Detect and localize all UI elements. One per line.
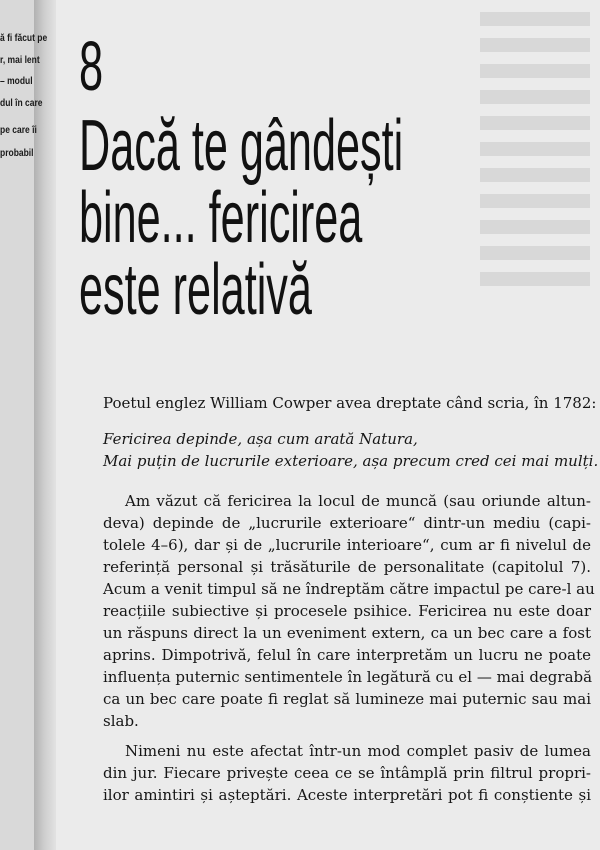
paragraph-line: ca un bec care poate fi reglat să lumineze mai puternic sau mai <box>103 690 591 708</box>
paragraph-line: referință personal și trăsăturile de personalitate (capitolul 7). <box>103 558 591 576</box>
previous-page-edge <box>0 0 48 850</box>
prev-page-line: r, mai lent <box>0 55 40 66</box>
paragraph-line: tolele 4–6), dar și de „lucrurile interioare“, cum ar fi nivelul de <box>103 536 591 554</box>
paragraph-line: deva) depinde de „lucrurile exterioare“ dintr-un mediu (capi- <box>103 514 591 532</box>
quote-line: Fericirea depinde, așa cum arată Natura, <box>103 430 418 448</box>
chapter-title-line: Dacă te gândești <box>79 106 404 186</box>
paragraph-line: ilor amintiri și așteptări. Aceste interpretări pot fi conștiente și <box>103 786 591 804</box>
paragraph-line: din jur. Fiecare privește ceea ce se întâmplă prin filtrul propri- <box>103 764 591 782</box>
poem-quote <box>103 428 599 472</box>
prev-page-line: dul în care <box>0 98 43 109</box>
prev-page-line: pe care îi <box>0 125 37 136</box>
chapter-title-line: este relativă <box>79 250 312 330</box>
chapter-title-line: bine... fericirea <box>79 178 363 258</box>
prev-page-line: ă fi făcut pe <box>0 33 48 44</box>
intro-paragraph: Poetul englez William Cowper avea dreptate când scria, în 1782: <box>103 394 597 412</box>
paragraph-1 <box>103 490 595 732</box>
prev-page-line: – modul <box>0 76 33 87</box>
paragraph-line: slab. <box>103 712 139 730</box>
paragraph-line: Acum a venit timpul să ne îndreptăm către impactul pe care-l au <box>103 580 595 598</box>
body-text <box>103 392 599 814</box>
paragraph-line: Am văzut că fericirea la locul de muncă (sau oriunde altun- <box>125 492 591 510</box>
paragraph-line: reacțiile subiective și procesele psihice. Fericirea nu este doar <box>103 602 591 620</box>
chapter-number: 8 <box>79 27 104 105</box>
paragraph-2 <box>103 740 591 806</box>
paragraph-line: un răspuns direct la un eveniment extern, ca un bec care a fost <box>103 624 591 642</box>
prev-page-line: probabil <box>0 148 34 159</box>
quote-line: Mai puțin de lucrurile exterioare, așa precum cred cei mai mulți. <box>103 452 599 470</box>
paragraph-line: Nimeni nu este afectat într-un mod complet pasiv de lumea <box>125 742 591 760</box>
paragraph-line: aprins. Dimpotrivă, felul în care interpretăm un lucru ne poate <box>103 646 591 664</box>
paragraph-line: influența puternic sentimentele în legătură cu el — mai degrabă <box>103 668 593 686</box>
chapter-title <box>79 106 511 330</box>
